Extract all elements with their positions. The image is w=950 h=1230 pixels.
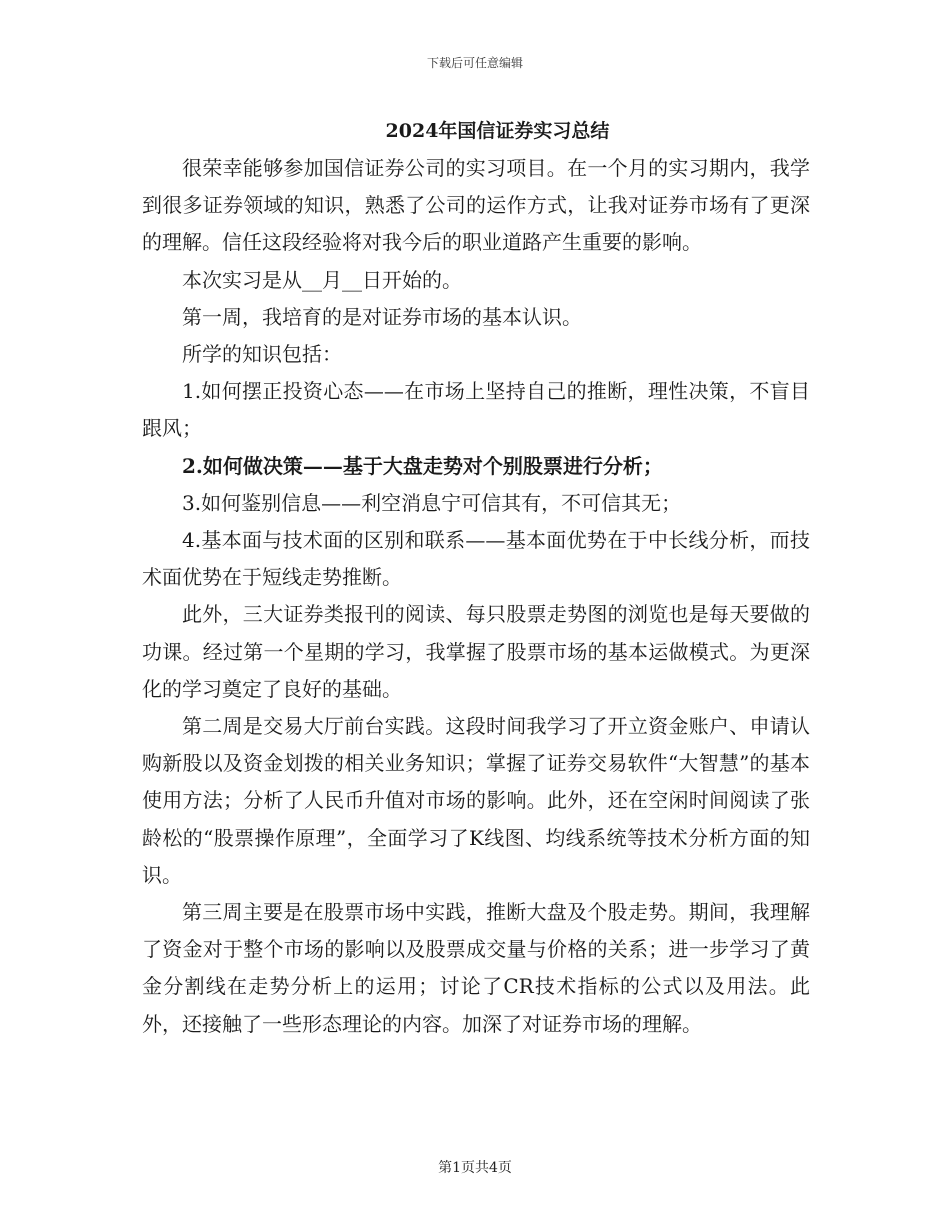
paragraph-daily-work: 此外，三大证券类报刊的阅读、每只股票走势图的浏览也是每天要做的功课。经过第一个星期的学习，我掌握了股票市场的基本运做模式。为更深化的学习奠定了良好的基础。 <box>142 602 810 701</box>
list-item-1: 1.如何摆正投资心态——在市场上坚持自己的推断，理性决策，不盲目跟风； <box>142 379 810 441</box>
paragraph-start-date: 本次实习是从__月__日开始的。 <box>182 267 462 292</box>
document-title: 2024年国信证券实习总结 <box>385 120 610 142</box>
list-item-3: 3.如何鉴别信息——利空消息宁可信其有，不可信其无； <box>182 490 682 515</box>
header-note: 下载后可任意编辑 <box>426 56 523 70</box>
list-item-4: 4.基本面与技术面的区别和联系——基本面优势在于中长线分析，而技术面优势在于短线走势推断。 <box>142 528 810 590</box>
paragraph-knowledge-intro: 所学的知识包括： <box>182 342 342 367</box>
page-number: 第1页共4页 <box>438 1160 512 1176</box>
list-item-2: 2.如何做决策——基于大盘走势对个别股票进行分析； <box>182 453 663 478</box>
paragraph-week-three: 第三周主要是在股票市场中实践，推断大盘及个股走势。期间，我理解了资金对于整个市场的影响以及股票成交量与价格的关系；进一步学习了黄金分割线在走势分析上的运用；讨论了CR技术指标的公式以及用法。此外，还接触了一些形态理论的内容。加深了对证券市场的理解。 <box>142 900 810 1036</box>
document-body <box>142 150 810 1043</box>
paragraph-intro: 很荣幸能够参加国信证券公司的实习项目。在一个月的实习期内，我学到很多证券领域的知识，熟悉了公司的运作方式，让我对证券市场有了更深的理解。信任这段经验将对我今后的职业道路产生重要的影响。 <box>142 156 810 255</box>
paragraph-week-two: 第二周是交易大厅前台实践。这段时间我学习了开立资金账户、申请认购新股以及资金划拨的相关业务知识；掌握了证券交易软件“大智慧”的基本使用方法；分析了人民币升值对市场的影响。此外，还在空闲时间阅读了张龄松的“股票操作原理”，全面学习了K线图、均线系统等技术分析方面的知识。 <box>142 714 810 887</box>
paragraph-week-one: 第一周，我培育的是对证券市场的基本认识。 <box>182 304 582 329</box>
